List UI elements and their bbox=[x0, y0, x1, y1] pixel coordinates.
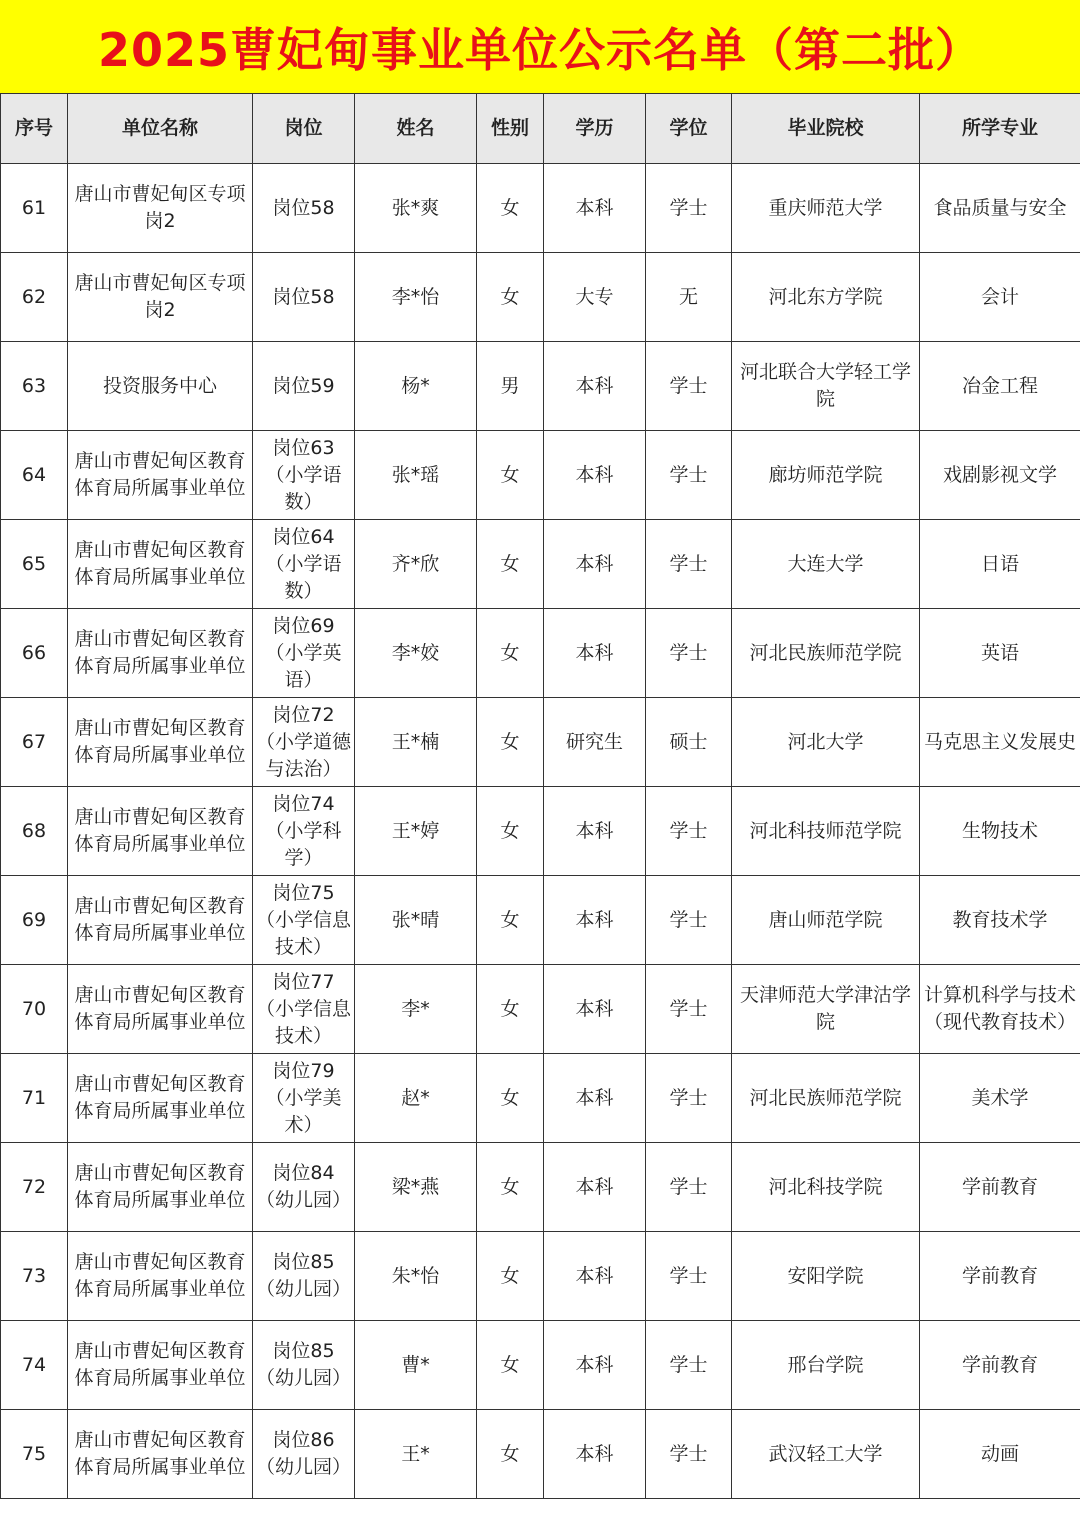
cell-degree-text: 学士 bbox=[669, 463, 708, 486]
cell-no-text: 69 bbox=[21, 908, 47, 931]
cell-gender-text: 女 bbox=[500, 819, 520, 842]
cell-education bbox=[544, 876, 646, 965]
cell-name bbox=[355, 787, 477, 876]
cell-degree-text: 学士 bbox=[669, 997, 708, 1020]
cell-major-text: 会计 bbox=[980, 285, 1019, 308]
cell-unit bbox=[68, 520, 253, 609]
cell-education-text: 本科 bbox=[575, 463, 614, 486]
cell-name-text: 赵* bbox=[401, 1086, 430, 1109]
cell-education-text: 大专 bbox=[575, 285, 614, 308]
cell-major bbox=[920, 1232, 1080, 1321]
table-row bbox=[1, 520, 1080, 609]
cell-unit bbox=[68, 609, 253, 698]
cell-school bbox=[732, 609, 920, 698]
cell-no-text: 66 bbox=[21, 641, 47, 664]
table-row bbox=[1, 876, 1080, 965]
cell-unit bbox=[68, 787, 253, 876]
cell-education bbox=[544, 1232, 646, 1321]
cell-school-text: 大连大学 bbox=[787, 552, 864, 575]
cell-name bbox=[355, 609, 477, 698]
cell-post-text: 岗位59 bbox=[272, 374, 335, 397]
cell-unit bbox=[68, 698, 253, 787]
cell-no bbox=[1, 431, 68, 520]
cell-gender bbox=[477, 253, 544, 342]
cell-major bbox=[920, 698, 1080, 787]
table-row bbox=[1, 1054, 1080, 1143]
table-row bbox=[1, 253, 1080, 342]
cell-post-text: 岗位72（小学道德与法治） bbox=[256, 703, 351, 780]
cell-unit bbox=[68, 876, 253, 965]
cell-education bbox=[544, 1410, 646, 1499]
cell-post bbox=[253, 1143, 355, 1232]
cell-post bbox=[253, 342, 355, 431]
cell-school bbox=[732, 1232, 920, 1321]
cell-school bbox=[732, 1321, 920, 1410]
cell-unit-text: 唐山市曹妃甸区教育体育局所属事业单位 bbox=[74, 1340, 246, 1389]
cell-major bbox=[920, 1143, 1080, 1232]
cell-gender bbox=[477, 520, 544, 609]
cell-major bbox=[920, 1410, 1080, 1499]
cell-post-text: 岗位63（小学语数） bbox=[265, 436, 342, 513]
cell-name-text: 李* bbox=[401, 997, 430, 1020]
cell-school-text: 河北东方学院 bbox=[768, 285, 883, 308]
cell-school-text: 邢台学院 bbox=[787, 1353, 864, 1376]
cell-major-text: 生物技术 bbox=[961, 819, 1038, 842]
cell-major bbox=[920, 609, 1080, 698]
cell-no bbox=[1, 253, 68, 342]
cell-unit-text: 唐山市曹妃甸区教育体育局所属事业单位 bbox=[74, 1429, 246, 1478]
table-row bbox=[1, 164, 1080, 253]
cell-school-text: 唐山师范学院 bbox=[768, 908, 883, 931]
cell-no-text: 73 bbox=[21, 1264, 47, 1287]
cell-name-text: 梁*燕 bbox=[391, 1175, 440, 1198]
cell-name bbox=[355, 1410, 477, 1499]
cell-education-text: 本科 bbox=[575, 641, 614, 664]
cell-education-text: 本科 bbox=[575, 1086, 614, 1109]
page-title: 2025曹妃甸事业单位公示名单（第二批） bbox=[97, 22, 983, 77]
cell-school bbox=[732, 1054, 920, 1143]
cell-education-text: 本科 bbox=[575, 1353, 614, 1376]
cell-post bbox=[253, 1410, 355, 1499]
cell-school bbox=[732, 342, 920, 431]
cell-no bbox=[1, 1143, 68, 1232]
col-header-degree: 学位 bbox=[646, 94, 732, 164]
cell-degree-text: 学士 bbox=[669, 1086, 708, 1109]
cell-education-text: 本科 bbox=[575, 1175, 614, 1198]
cell-school-text: 重庆师范大学 bbox=[768, 196, 883, 219]
cell-no-text: 62 bbox=[21, 285, 47, 308]
cell-unit-text: 唐山市曹妃甸区教育体育局所属事业单位 bbox=[74, 1251, 246, 1300]
cell-unit bbox=[68, 342, 253, 431]
cell-school bbox=[732, 520, 920, 609]
cell-gender-text: 男 bbox=[500, 374, 520, 397]
cell-school-text: 天津师范大学津沽学院 bbox=[739, 984, 911, 1033]
cell-education-text: 本科 bbox=[575, 997, 614, 1020]
cell-post-text: 岗位79（小学美术） bbox=[265, 1059, 342, 1136]
col-header-school: 毕业院校 bbox=[732, 94, 920, 164]
cell-name-text: 杨* bbox=[401, 374, 430, 397]
cell-unit bbox=[68, 164, 253, 253]
cell-gender-text: 女 bbox=[500, 285, 520, 308]
cell-school-text: 河北民族师范学院 bbox=[749, 1086, 902, 1109]
cell-degree-text: 学士 bbox=[669, 1264, 708, 1287]
cell-post bbox=[253, 1321, 355, 1410]
col-header-education: 学历 bbox=[544, 94, 646, 164]
cell-education bbox=[544, 342, 646, 431]
col-header-gender: 性别 bbox=[477, 94, 544, 164]
cell-name bbox=[355, 698, 477, 787]
cell-no-text: 68 bbox=[21, 819, 47, 842]
cell-no bbox=[1, 965, 68, 1054]
cell-unit bbox=[68, 431, 253, 520]
cell-no bbox=[1, 164, 68, 253]
cell-degree bbox=[646, 965, 732, 1054]
cell-education-text: 本科 bbox=[575, 1442, 614, 1465]
cell-unit bbox=[68, 1321, 253, 1410]
cell-no-text: 64 bbox=[21, 463, 47, 486]
cell-post-text: 岗位58 bbox=[272, 196, 335, 219]
cell-name-text: 张*瑶 bbox=[391, 463, 440, 486]
cell-name bbox=[355, 164, 477, 253]
cell-major-text: 计算机科学与技术（现代教育技术） bbox=[923, 984, 1076, 1033]
cell-post bbox=[253, 164, 355, 253]
cell-major bbox=[920, 876, 1080, 965]
cell-education bbox=[544, 965, 646, 1054]
cell-post bbox=[253, 1232, 355, 1321]
cell-unit-text: 唐山市曹妃甸区教育体育局所属事业单位 bbox=[74, 539, 246, 588]
cell-major bbox=[920, 1054, 1080, 1143]
cell-post bbox=[253, 698, 355, 787]
cell-major bbox=[920, 787, 1080, 876]
cell-degree bbox=[646, 698, 732, 787]
cell-education-text: 本科 bbox=[575, 552, 614, 575]
table-row bbox=[1, 965, 1080, 1054]
cell-no-text: 75 bbox=[21, 1442, 47, 1465]
cell-unit bbox=[68, 1410, 253, 1499]
col-header-name: 姓名 bbox=[355, 94, 477, 164]
cell-no-text: 74 bbox=[21, 1353, 47, 1376]
cell-unit-text: 唐山市曹妃甸区教育体育局所属事业单位 bbox=[74, 1073, 246, 1122]
cell-gender bbox=[477, 698, 544, 787]
cell-post-text: 岗位74（小学科学） bbox=[265, 792, 342, 869]
cell-school bbox=[732, 164, 920, 253]
table-row bbox=[1, 609, 1080, 698]
cell-no bbox=[1, 787, 68, 876]
cell-education bbox=[544, 1321, 646, 1410]
cell-name bbox=[355, 342, 477, 431]
cell-post bbox=[253, 520, 355, 609]
cell-gender bbox=[477, 1232, 544, 1321]
cell-education bbox=[544, 431, 646, 520]
cell-school-text: 安阳学院 bbox=[787, 1264, 864, 1287]
cell-degree bbox=[646, 520, 732, 609]
cell-post bbox=[253, 965, 355, 1054]
cell-education bbox=[544, 164, 646, 253]
cell-school-text: 河北大学 bbox=[787, 730, 864, 753]
title-banner bbox=[0, 0, 1080, 93]
table-row bbox=[1, 1143, 1080, 1232]
cell-gender bbox=[477, 164, 544, 253]
cell-major-text: 英语 bbox=[980, 641, 1019, 664]
cell-unit-text: 唐山市曹妃甸区专项岗2 bbox=[74, 183, 246, 232]
cell-no-text: 67 bbox=[21, 730, 47, 753]
cell-degree bbox=[646, 609, 732, 698]
cell-education-text: 本科 bbox=[575, 908, 614, 931]
col-header-unit: 单位名称 bbox=[68, 94, 253, 164]
cell-degree-text: 学士 bbox=[669, 1175, 708, 1198]
cell-degree bbox=[646, 164, 732, 253]
cell-unit bbox=[68, 965, 253, 1054]
cell-school bbox=[732, 965, 920, 1054]
cell-post-text: 岗位69（小学英语） bbox=[265, 614, 342, 691]
cell-name-text: 王*婷 bbox=[391, 819, 440, 842]
cell-major-text: 冶金工程 bbox=[961, 374, 1038, 397]
cell-major-text: 美术学 bbox=[971, 1086, 1029, 1109]
cell-major bbox=[920, 965, 1080, 1054]
table-row bbox=[1, 1410, 1080, 1499]
cell-major bbox=[920, 520, 1080, 609]
cell-unit-text: 唐山市曹妃甸区教育体育局所属事业单位 bbox=[74, 895, 246, 944]
cell-post bbox=[253, 1054, 355, 1143]
cell-post-text: 岗位64（小学语数） bbox=[265, 525, 342, 602]
cell-degree-text: 学士 bbox=[669, 641, 708, 664]
cell-post-text: 岗位85（幼儿园） bbox=[256, 1251, 351, 1300]
cell-unit-text: 唐山市曹妃甸区教育体育局所属事业单位 bbox=[74, 717, 246, 766]
cell-education-text: 研究生 bbox=[565, 730, 623, 753]
roster-table bbox=[0, 93, 1080, 1499]
cell-gender bbox=[477, 609, 544, 698]
cell-post-text: 岗位86（幼儿园） bbox=[256, 1429, 351, 1478]
cell-education-text: 本科 bbox=[575, 196, 614, 219]
col-header-major: 所学专业 bbox=[920, 94, 1080, 164]
cell-major-text: 戏剧影视文学 bbox=[942, 463, 1057, 486]
cell-degree bbox=[646, 876, 732, 965]
cell-post bbox=[253, 431, 355, 520]
cell-degree-text: 学士 bbox=[669, 196, 708, 219]
cell-degree-text: 无 bbox=[678, 285, 698, 308]
cell-education-text: 本科 bbox=[575, 374, 614, 397]
table-row bbox=[1, 431, 1080, 520]
cell-gender-text: 女 bbox=[500, 1264, 520, 1287]
cell-name-text: 王*楠 bbox=[391, 730, 440, 753]
cell-name bbox=[355, 1054, 477, 1143]
cell-gender bbox=[477, 965, 544, 1054]
cell-no bbox=[1, 1410, 68, 1499]
cell-post-text: 岗位77（小学信息技术） bbox=[256, 970, 351, 1047]
cell-post bbox=[253, 609, 355, 698]
cell-degree-text: 学士 bbox=[669, 908, 708, 931]
cell-no bbox=[1, 698, 68, 787]
cell-gender-text: 女 bbox=[500, 908, 520, 931]
cell-degree bbox=[646, 1143, 732, 1232]
cell-major-text: 动画 bbox=[980, 1442, 1019, 1465]
cell-no bbox=[1, 520, 68, 609]
cell-major bbox=[920, 342, 1080, 431]
cell-degree-text: 学士 bbox=[669, 552, 708, 575]
cell-gender bbox=[477, 787, 544, 876]
col-header-no: 序号 bbox=[1, 94, 68, 164]
cell-school bbox=[732, 876, 920, 965]
cell-unit-text: 唐山市曹妃甸区教育体育局所属事业单位 bbox=[74, 628, 246, 677]
cell-name bbox=[355, 876, 477, 965]
cell-school bbox=[732, 787, 920, 876]
cell-name-text: 王* bbox=[401, 1442, 430, 1465]
cell-unit-text: 唐山市曹妃甸区教育体育局所属事业单位 bbox=[74, 806, 246, 855]
cell-major bbox=[920, 253, 1080, 342]
table-row bbox=[1, 698, 1080, 787]
cell-gender-text: 女 bbox=[500, 1086, 520, 1109]
cell-name-text: 李*姣 bbox=[391, 641, 440, 664]
cell-name bbox=[355, 1143, 477, 1232]
cell-name bbox=[355, 1232, 477, 1321]
cell-degree-text: 学士 bbox=[669, 1353, 708, 1376]
cell-no-text: 71 bbox=[21, 1086, 47, 1109]
cell-school-text: 河北联合大学轻工学院 bbox=[739, 361, 911, 410]
cell-gender-text: 女 bbox=[500, 641, 520, 664]
cell-gender bbox=[477, 876, 544, 965]
cell-degree bbox=[646, 1410, 732, 1499]
cell-school-text: 河北民族师范学院 bbox=[749, 641, 902, 664]
cell-name bbox=[355, 520, 477, 609]
cell-school bbox=[732, 1410, 920, 1499]
cell-post-text: 岗位85（幼儿园） bbox=[256, 1340, 351, 1389]
cell-unit bbox=[68, 253, 253, 342]
cell-gender bbox=[477, 431, 544, 520]
cell-unit bbox=[68, 1054, 253, 1143]
roster-body bbox=[1, 164, 1080, 1499]
cell-degree bbox=[646, 1232, 732, 1321]
cell-name bbox=[355, 253, 477, 342]
cell-no bbox=[1, 609, 68, 698]
cell-education bbox=[544, 520, 646, 609]
cell-school-text: 武汉轻工大学 bbox=[768, 1442, 883, 1465]
cell-post bbox=[253, 253, 355, 342]
cell-gender-text: 女 bbox=[500, 552, 520, 575]
cell-school bbox=[732, 253, 920, 342]
cell-major-text: 学前教育 bbox=[961, 1175, 1038, 1198]
cell-gender-text: 女 bbox=[500, 1175, 520, 1198]
cell-name-text: 齐*欣 bbox=[391, 552, 440, 575]
cell-degree bbox=[646, 342, 732, 431]
cell-gender-text: 女 bbox=[500, 196, 520, 219]
cell-unit-text: 唐山市曹妃甸区教育体育局所属事业单位 bbox=[74, 450, 246, 499]
cell-no bbox=[1, 1232, 68, 1321]
cell-gender bbox=[477, 1054, 544, 1143]
cell-education bbox=[544, 698, 646, 787]
cell-school-text: 河北科技学院 bbox=[768, 1175, 883, 1198]
cell-post-text: 岗位75（小学信息技术） bbox=[256, 881, 351, 958]
cell-school-text: 河北科技师范学院 bbox=[749, 819, 902, 842]
cell-no-text: 65 bbox=[21, 552, 47, 575]
cell-unit-text: 唐山市曹妃甸区教育体育局所属事业单位 bbox=[74, 984, 246, 1033]
cell-major bbox=[920, 164, 1080, 253]
cell-unit bbox=[68, 1232, 253, 1321]
cell-post bbox=[253, 876, 355, 965]
cell-major-text: 学前教育 bbox=[961, 1353, 1038, 1376]
cell-unit-text: 唐山市曹妃甸区专项岗2 bbox=[74, 272, 246, 321]
cell-name-text: 张*爽 bbox=[391, 196, 440, 219]
cell-gender-text: 女 bbox=[500, 730, 520, 753]
cell-name-text: 朱*怡 bbox=[391, 1264, 440, 1287]
cell-name bbox=[355, 431, 477, 520]
cell-gender bbox=[477, 342, 544, 431]
cell-gender-text: 女 bbox=[500, 997, 520, 1020]
cell-gender-text: 女 bbox=[500, 463, 520, 486]
cell-degree bbox=[646, 431, 732, 520]
cell-degree bbox=[646, 1321, 732, 1410]
cell-degree bbox=[646, 253, 732, 342]
cell-degree-text: 学士 bbox=[669, 374, 708, 397]
cell-no bbox=[1, 1054, 68, 1143]
cell-education-text: 本科 bbox=[575, 819, 614, 842]
cell-major-text: 教育技术学 bbox=[952, 908, 1048, 931]
cell-education bbox=[544, 609, 646, 698]
cell-name bbox=[355, 1321, 477, 1410]
cell-major-text: 日语 bbox=[980, 552, 1019, 575]
cell-name bbox=[355, 965, 477, 1054]
table-row bbox=[1, 342, 1080, 431]
cell-major-text: 马克思主义发展史 bbox=[923, 730, 1076, 753]
cell-gender bbox=[477, 1410, 544, 1499]
cell-no bbox=[1, 876, 68, 965]
cell-name-text: 曹* bbox=[401, 1353, 430, 1376]
cell-major bbox=[920, 1321, 1080, 1410]
cell-no-text: 61 bbox=[21, 196, 47, 219]
cell-post-text: 岗位58 bbox=[272, 285, 335, 308]
cell-no bbox=[1, 1321, 68, 1410]
cell-gender bbox=[477, 1143, 544, 1232]
cell-major-text: 学前教育 bbox=[961, 1264, 1038, 1287]
cell-education bbox=[544, 1143, 646, 1232]
cell-name-text: 张*晴 bbox=[391, 908, 440, 931]
cell-gender-text: 女 bbox=[500, 1442, 520, 1465]
cell-degree bbox=[646, 787, 732, 876]
table-row bbox=[1, 787, 1080, 876]
table-row bbox=[1, 1232, 1080, 1321]
cell-school bbox=[732, 1143, 920, 1232]
cell-post bbox=[253, 787, 355, 876]
cell-degree bbox=[646, 1054, 732, 1143]
cell-major bbox=[920, 431, 1080, 520]
cell-no-text: 72 bbox=[21, 1175, 47, 1198]
cell-education bbox=[544, 1054, 646, 1143]
cell-name-text: 李*怡 bbox=[391, 285, 440, 308]
header-row bbox=[1, 94, 1080, 164]
cell-no-text: 70 bbox=[21, 997, 47, 1020]
cell-education bbox=[544, 787, 646, 876]
table-row bbox=[1, 1321, 1080, 1410]
cell-degree-text: 硕士 bbox=[669, 730, 708, 753]
cell-degree-text: 学士 bbox=[669, 819, 708, 842]
cell-degree-text: 学士 bbox=[669, 1442, 708, 1465]
col-header-post: 岗位 bbox=[253, 94, 355, 164]
cell-school bbox=[732, 698, 920, 787]
cell-no-text: 63 bbox=[21, 374, 47, 397]
cell-no bbox=[1, 342, 68, 431]
cell-education bbox=[544, 253, 646, 342]
cell-gender bbox=[477, 1321, 544, 1410]
cell-education-text: 本科 bbox=[575, 1264, 614, 1287]
cell-school bbox=[732, 431, 920, 520]
cell-school-text: 廊坊师范学院 bbox=[768, 463, 883, 486]
cell-unit-text: 唐山市曹妃甸区教育体育局所属事业单位 bbox=[74, 1162, 246, 1211]
cell-gender-text: 女 bbox=[500, 1353, 520, 1376]
cell-unit-text: 投资服务中心 bbox=[102, 374, 217, 397]
cell-major-text: 食品质量与安全 bbox=[933, 196, 1067, 219]
cell-post-text: 岗位84（幼儿园） bbox=[256, 1162, 351, 1211]
cell-unit bbox=[68, 1143, 253, 1232]
